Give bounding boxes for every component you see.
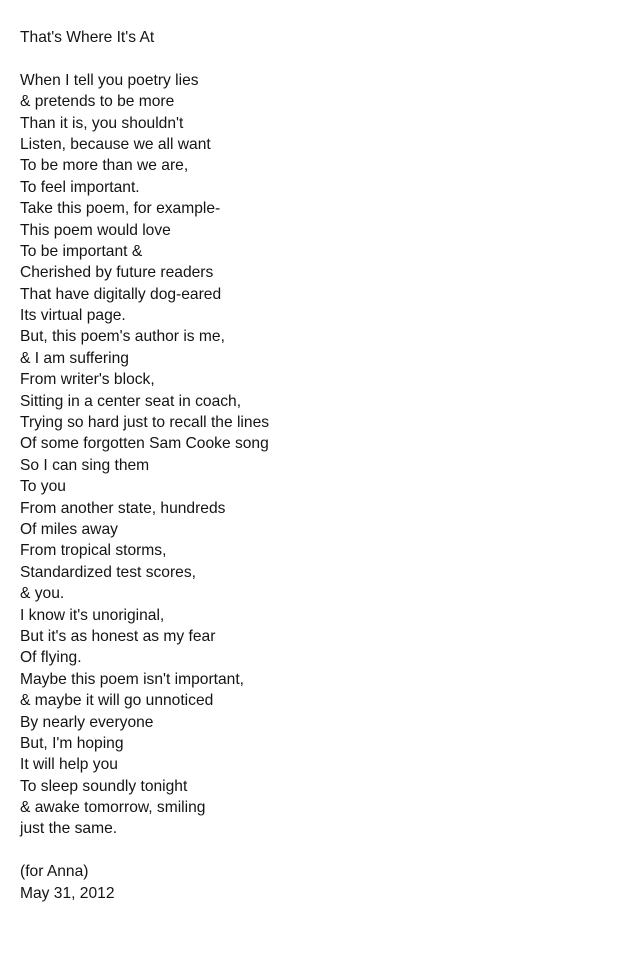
poem-page <box>20 27 269 904</box>
poem-line: From writer's block, <box>20 371 155 389</box>
poem-line: Of some forgotten Sam Cooke song <box>20 435 269 453</box>
spacer <box>20 48 269 69</box>
poem-title: That's Where It's At <box>20 29 155 46</box>
poem-line: Trying so hard just to recall the lines <box>20 414 270 432</box>
poem-line: Its virtual page. <box>20 307 126 325</box>
poem-line: But it's as honest as my fear <box>20 627 216 645</box>
poem-line: Sitting in a center seat in coach, <box>20 392 242 410</box>
poem-line: From tropical storms, <box>20 542 167 560</box>
poem-line: To be more than we are, <box>20 157 189 175</box>
poem-line: Of flying. <box>20 649 82 667</box>
poem-line: Than it is, you shouldn't <box>20 114 184 132</box>
poem-line: So I can sing them <box>20 456 150 474</box>
poem-date: May 31, 2012 <box>20 884 115 902</box>
poem-line: Standardized test scores, <box>20 563 196 581</box>
poem-line: It will help you <box>20 756 118 774</box>
poem-line: just the same. <box>20 820 118 838</box>
poem-line: To feel important. <box>20 178 140 196</box>
poem-line: Take this poem, for example- <box>20 200 221 218</box>
poem-line: To sleep soundly tonight <box>20 777 188 795</box>
poem-line: From another state, hundreds <box>20 499 226 517</box>
poem-line: Cherished by future readers <box>20 264 214 282</box>
poem-line: & pretends to be more <box>20 93 175 111</box>
poem-line: & you. <box>20 585 65 603</box>
poem-line: To be important & <box>20 242 143 260</box>
poem-line: & I am suffering <box>20 349 129 367</box>
poem-line: Maybe this poem isn't important, <box>20 670 244 688</box>
poem-line: When I tell you poetry lies <box>20 71 199 89</box>
poem-line: Listen, because we all want <box>20 135 211 153</box>
poem-line: This poem would love <box>20 221 171 239</box>
poem-dedication: (for Anna) <box>20 863 89 881</box>
poem-line: & maybe it will go unnoticed <box>20 692 214 710</box>
poem-line: I know it's unoriginal, <box>20 606 165 624</box>
poem-line: But, I'm hoping <box>20 734 124 752</box>
poem-body <box>20 70 269 840</box>
poem-line: That have digitally dog-eared <box>20 285 222 303</box>
poem-line: To you <box>20 478 66 496</box>
poem-line: But, this poem's author is me, <box>20 328 225 346</box>
spacer <box>20 840 269 861</box>
poem-line: By nearly everyone <box>20 713 154 731</box>
poem-line: & awake tomorrow, smiling <box>20 799 206 817</box>
poem-line: Of miles away <box>20 520 118 538</box>
